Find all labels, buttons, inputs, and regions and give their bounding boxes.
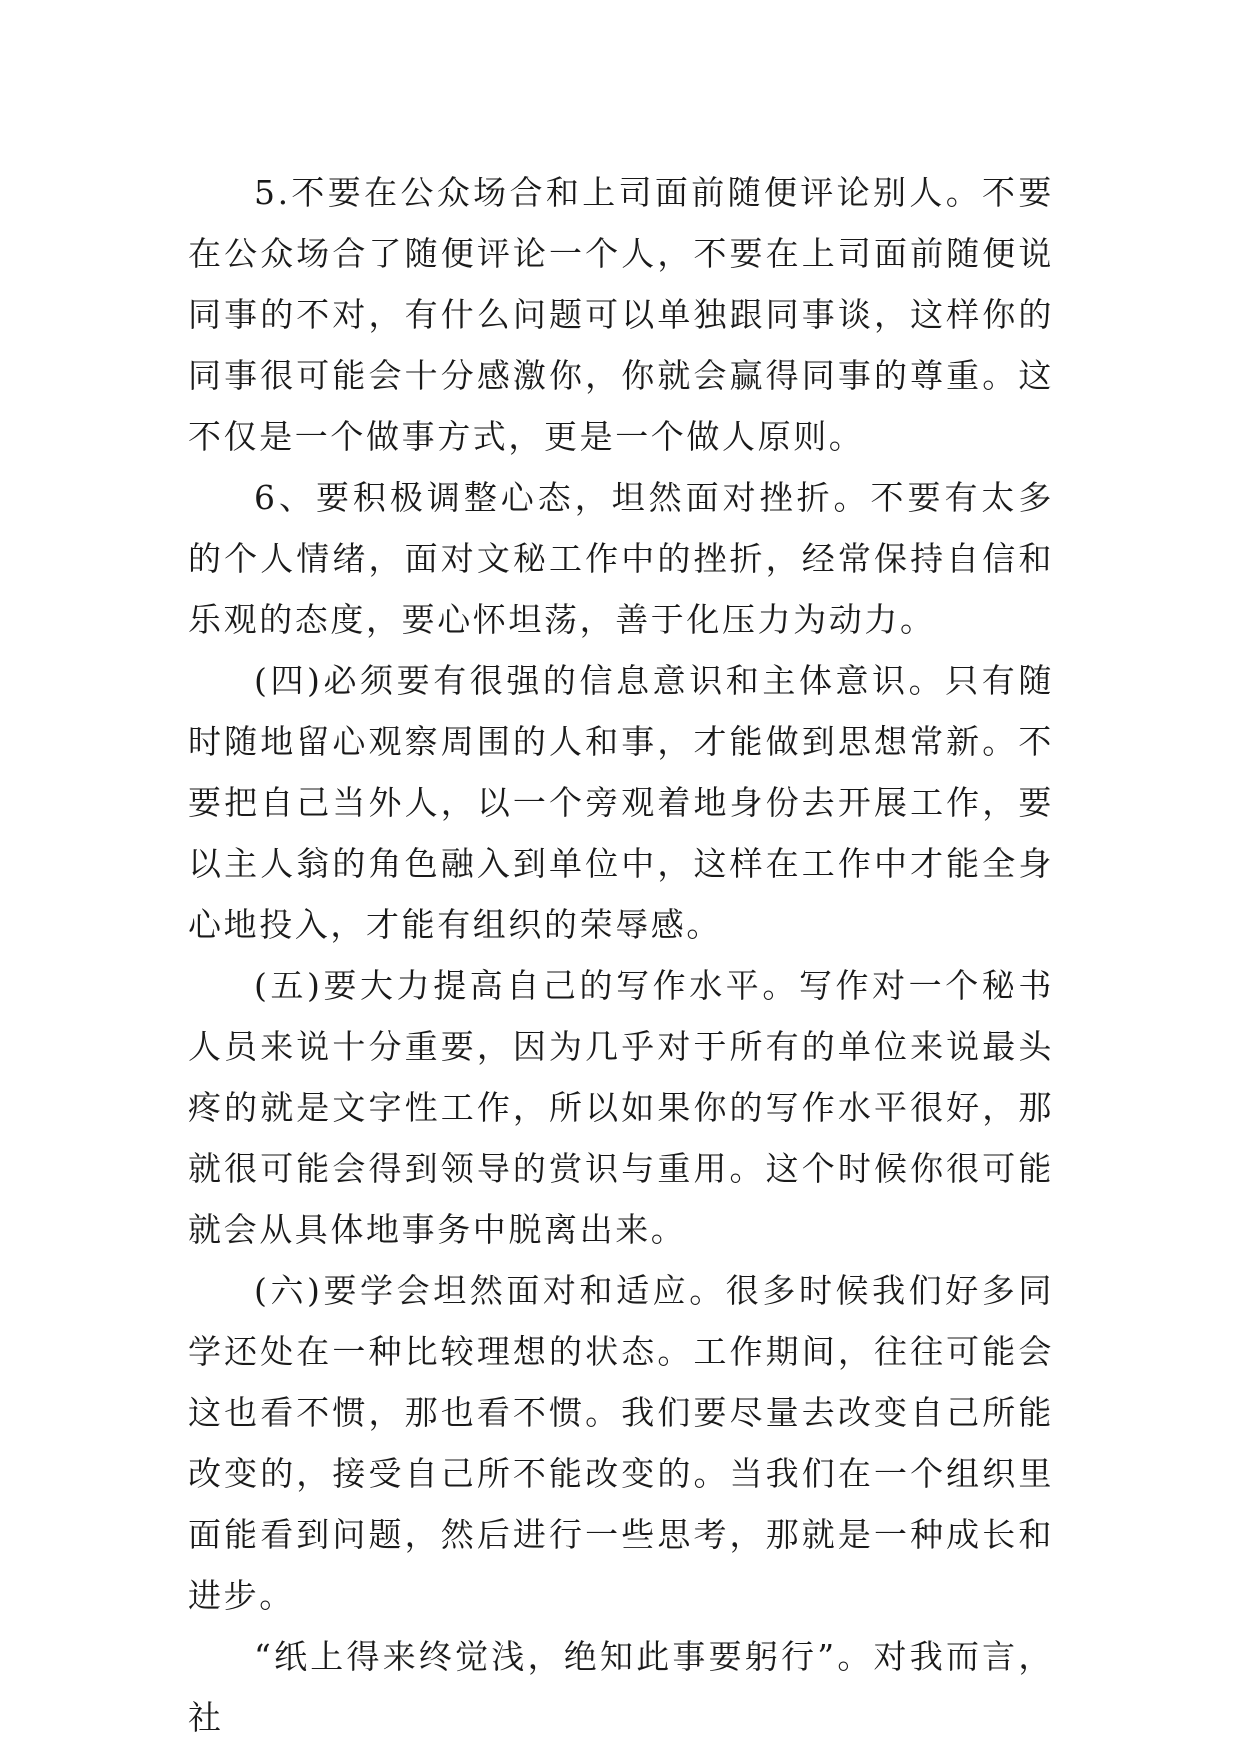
paragraph-6-adaptation: (六)要学会坦然面对和适应。很多时候我们好多同学还处在一种比较理想的状态。工作期间，往往可能会这也看不惯，那也看不惯。我们要尽量去改变自己所能改变的，接受自己所不能改变的。当我们在一个组织里面能看到问题，然后进行一些思考，那就是一种成长和进步。 [188, 1271, 1054, 1615]
paragraph-6-attitude: 6、要积极调整心态，坦然面对挫折。不要有太多的个人情绪，面对文秘工作中的挫折，经常保持自信和乐观的态度，要心怀坦荡，善于化压力为动力。 [188, 478, 1054, 639]
paragraph-4-information-awareness: (四)必须要有很强的信息意识和主体意识。只有随时随地留心观察周围的人和事，才能做到思想常新。不要把自己当外人，以一个旁观着地身份去开展工作，要以主人翁的角色融入到单位中，这样在工作中才能全身心地投入，才能有组织的荣辱感。 [188, 661, 1054, 944]
paragraph-5-colleague-criticism: 5.不要在公众场合和上司面前随便评论别人。不要在公众场合了随便评论一个人，不要在上司面前随便说同事的不对，有什么问题可以单独跟同事谈，这样你的同事很可能会十分感激你，你就会赢得同事的尊重。这不仅是一个做事方式，更是一个做人原则。 [188, 173, 1054, 456]
paragraph-quote: “纸上得来终觉浅，绝知此事要躬行”。对我而言，社 [188, 1637, 1054, 1737]
document-page [188, 162, 1054, 1748]
paragraph-5-writing-skills: (五)要大力提高自己的写作水平。写作对一个秘书人员来说十分重要，因为几乎对于所有的单位来说最头疼的就是文字性工作，所以如果你的写作水平很好，那就很可能会得到领导的赏识与重用。这个时候你很可能就会从具体地事务中脱离出来。 [188, 966, 1054, 1249]
